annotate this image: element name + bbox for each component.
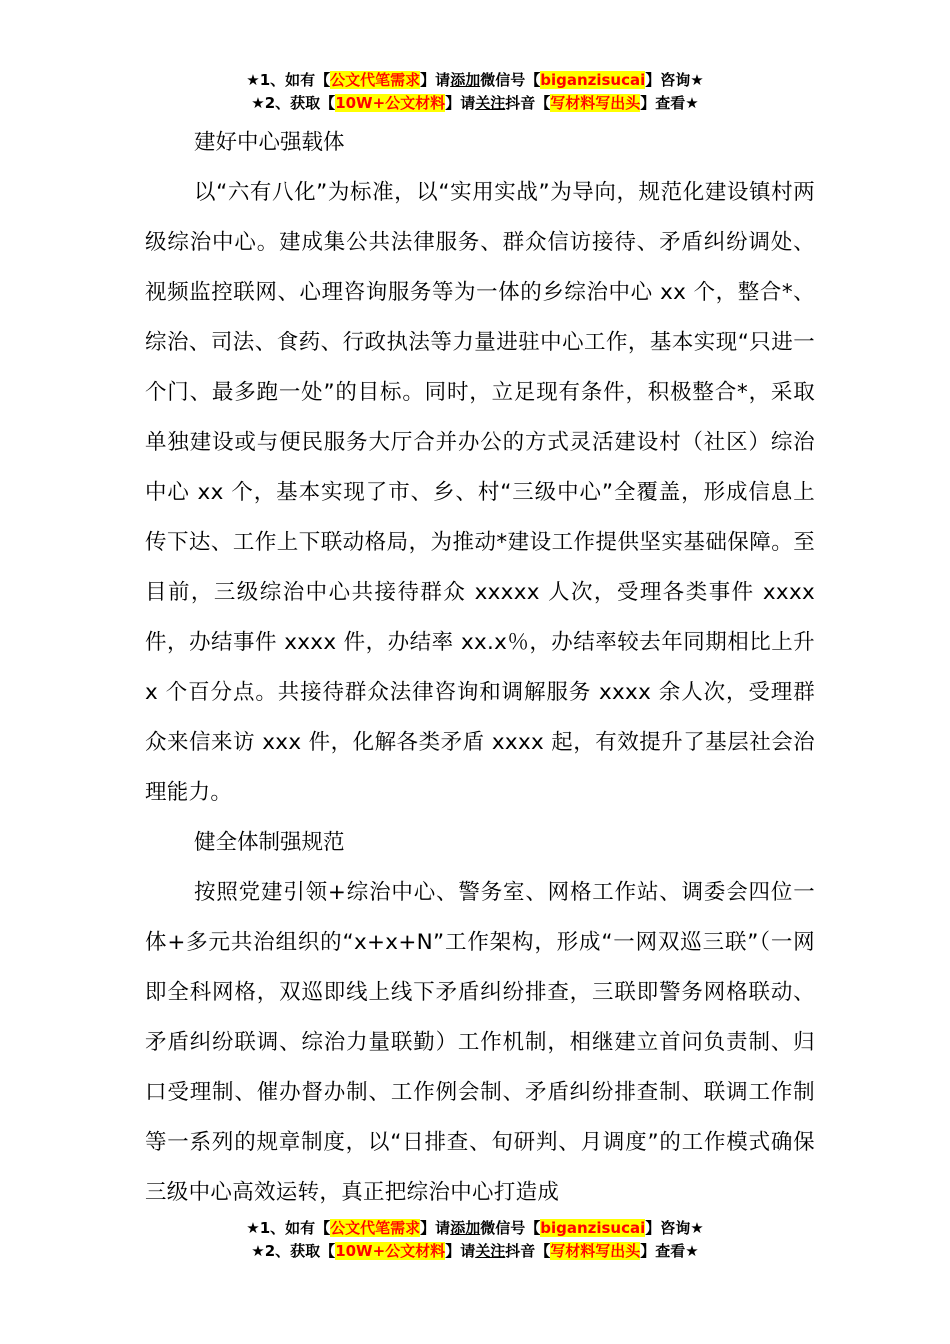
banner-line-1: [0, 69, 950, 92]
banner-text: ★1、如有【: [246, 71, 331, 89]
banner-highlight: 写材料写出头: [550, 1242, 641, 1260]
paragraph: 按照党建引领+综治中心、警务室、网格工作站、调委会四位一体+多元共治组织的“x+x+N”工作架构，形成“一网双巡三联”（一网即全科网格，双巡即线上线下矛盾纠纷排查，三联即警务网格联动、矛盾纠纷联调、综治力量联勤）工作机制，相继建立首问负责制、归口受理制、催办督办制、工作例会制、矛盾纠纷排查制、联调工作制等一系列的规章制度，以“日排查、旬研判、月调度”的工作模式确保三级中心高效运转，真正把综治中心打造成: [145, 880, 815, 1205]
banner-line-1: [0, 1217, 950, 1240]
banner-text: 】查看★: [640, 1242, 699, 1260]
banner-text: 抖音【: [505, 1242, 551, 1260]
section-heading: 健全体制强规范: [194, 830, 345, 855]
banner-text: 】请: [445, 94, 476, 112]
footer-banner: [0, 1217, 950, 1263]
banner-underline-text: 关注: [475, 94, 506, 112]
banner-text: 】请: [420, 1219, 451, 1237]
banner-text: ★2、获取【: [251, 1242, 336, 1260]
banner-text: 】请: [420, 71, 451, 89]
banner-underline-text: 关注: [475, 1242, 506, 1260]
banner-line-2: [0, 92, 950, 115]
banner-highlight: 10W+公文材料: [335, 94, 446, 112]
banner-underline-text: 添加: [450, 1219, 481, 1237]
banner-text: ★2、获取【: [251, 94, 336, 112]
banner-highlight: 写材料写出头: [550, 94, 641, 112]
header-banner: [0, 69, 950, 115]
banner-highlight: 公文代笔需求: [330, 71, 421, 89]
banner-highlight: 公文代笔需求: [330, 1219, 421, 1237]
banner-text: 】查看★: [640, 94, 699, 112]
banner-text: 抖音【: [505, 94, 551, 112]
banner-text: 】咨询★: [645, 1219, 704, 1237]
banner-text: 】请: [445, 1242, 476, 1260]
banner-text: 微信号【: [480, 1219, 541, 1237]
banner-highlight: biganzisucai: [540, 1219, 646, 1237]
document-body: [145, 118, 815, 1218]
banner-highlight: 10W+公文材料: [335, 1242, 446, 1260]
banner-text: 微信号【: [480, 71, 541, 89]
banner-highlight: biganzisucai: [540, 71, 646, 89]
banner-text: 】咨询★: [645, 71, 704, 89]
banner-underline-text: 添加: [450, 71, 481, 89]
section-heading: 建好中心强载体: [194, 130, 345, 155]
banner-text: ★1、如有【: [246, 1219, 331, 1237]
paragraph: 以“六有八化”为标准，以“实用实战”为导向，规范化建设镇村两级综治中心。建成集公共法律服务、群众信访接待、矛盾纠纷调处、视频监控联网、心理咨询服务等为一体的乡综治中心 xx 个，整合*、综治、司法、食药、行政执法等力量进驻中心工作，基本实现“只进一个门、最多跑一处”的目标。同时，立足现有条件，积极整合*，采取单独建设或与便民服务大厅合并办公的方式灵活建设村（社区）综治中心 xx 个，基本实现了市、乡、村“三级中心”全覆盖，形成信息上传下达、工作上下联动格局，为推动*建设工作提供坚实基础保障。至目前，三级综治中心共接待群众 xxxxx 人次，受理各类事件 xxxx 件，办结事件 xxxx 件，办结率 xx.x％，办结率较去年同期相比上升 x 个百分点。共接待群众法律咨询和调解服务 xxxx 余人次，受理群众来信来访 xxx 件，化解各类矛盾 xxxx 起，有效提升了基层社会治理能力。: [145, 180, 815, 805]
banner-line-2: [0, 1240, 950, 1263]
